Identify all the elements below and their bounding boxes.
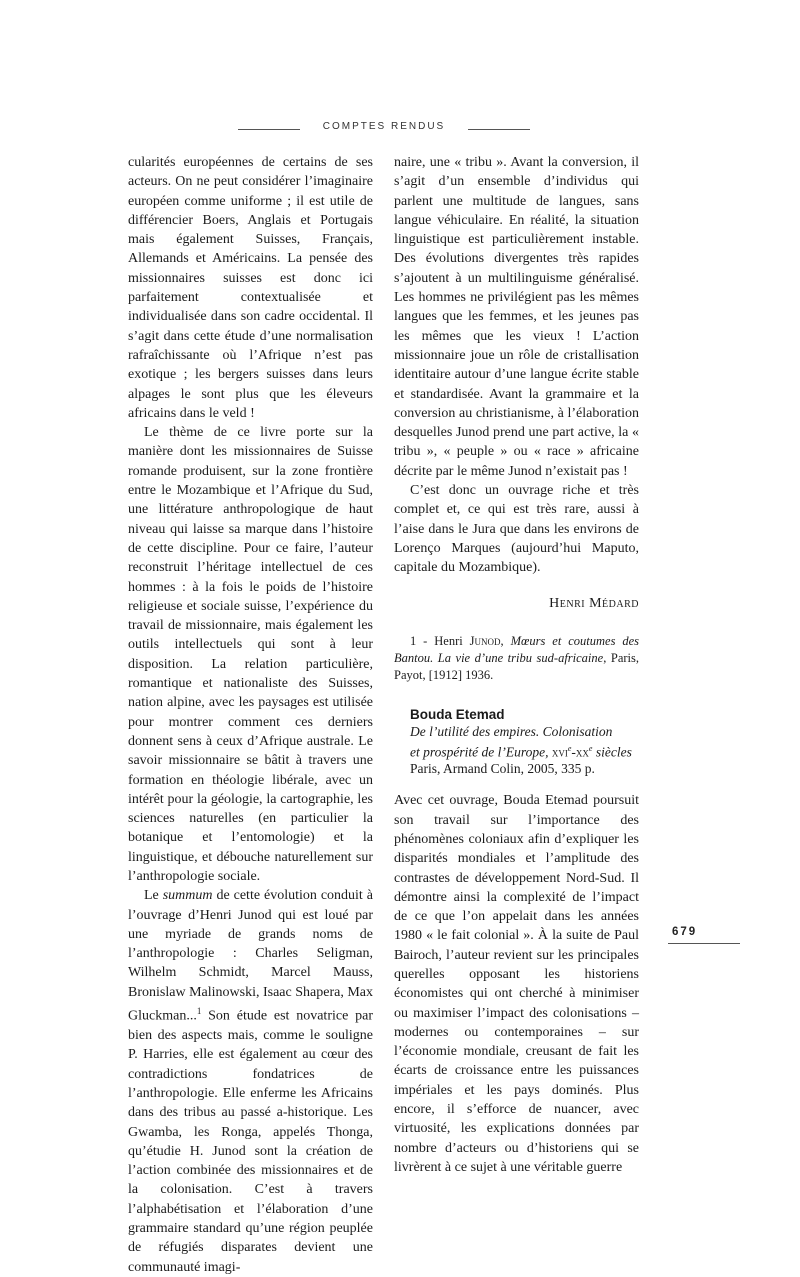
century-sup: e (588, 743, 593, 753)
text-run: 1 - Henri (410, 633, 470, 648)
book-author: Bouda Etemad (410, 706, 505, 722)
text-run: Le (144, 888, 163, 904)
italic-term: summum (162, 888, 213, 904)
page-number-rule (668, 943, 740, 944)
text-run: de cette évolution conduit à l’ouvrage d’Henri Junod qui est loué par une myriade de grands noms de l’anthropologie : Charles Seligman, Wilhelm Schmidt, Marcel Mauss, Bronislaw Malinowski, Isaac Shapera, Max Gluckman... (128, 888, 373, 1024)
paragraph: Le thème de ce livre porte sur la manière dont les missionnaires de Suisse romande produisent, sur la zone frontière entre le Mozambique et l’Afrique du Sud, une littérature anthropologique de haut niveau qui laisse sa marque dans l’histoire de cette discipline. Pour ce faire, l’auteur reconstruit l’héritage intellectuel de ces hommes : à la fois le poids de l’histoire religieuse et sociale suisse, l’expérience du travail de missionnaire, mais également les outils intellectuels qui sont à leur disposition. La relation particulière, romantique et nationaliste des Suisses, nation alpine, avec les paysages est utilisée pour montrer comment ces derniers donnent sens à ceux d’Afrique australe. Le savoir missionnaire se bâtit à travers une formation en théologie libérale, avec un intérêt pour la géologie, la cartographie, les sciences naturelles (en particulier la botanique et l’entomologie) et la linguistique, et débouche naturellement sur l’anthropologie sociale. (128, 425, 373, 884)
footnote-ref[interactable]: 1 (196, 1006, 202, 1017)
left-column (128, 153, 373, 1277)
review-signature: Henri Médard (549, 595, 639, 611)
book-publisher: Paris, Armand Colin, 2005, 335 p. (410, 761, 595, 777)
right-column (394, 153, 639, 1177)
paragraph: Avec cet ouvrage, Bouda Etemad poursuit son travail sur l’importance des phénomènes coloniaux afin d’expliquer les disparités mondiales et l’amplitude des contrastes de développement Nord-Sud. Il démontre ainsi la complexité de l’impact de ce que l’on appelait dans les années 1980 « le fait colonial ». À la suite de Paul Bairoch, l’auteur revient sur les principales querelles opposant les historiens économistes qui ont cherché à minimiser ou maximiser l’impact des colonisations – modernes ou contemporaines – sur l’économie mondiale, creusant de fait les écarts de croissance entre les puissances impériales et les pays dominés. Plus encore, il s’efforce de nuancer, avec virtuosité, les explications données par nombre d’acteurs ou d’historiens qui se livrèrent à ce sujet à une véritable guerre (394, 793, 639, 1175)
book-title: Mœurs et coutumes des Bantou. La vie d’une tribu sud-africaine (394, 633, 640, 665)
page-number: 679 (672, 926, 698, 938)
paragraph: C’est donc un ouvrage riche et très complet et, ce qui est très rare, aussi à l’aise dans le Jura que dans les environs de Lorenço Marques (aujourd’hui Maputo, capitale du Mozambique). (394, 483, 639, 576)
paragraph: cularités européennes de certains de ses acteurs. On ne peut considérer l’imaginaire européen comme uniforme ; il est utile de différencier Boers, Anglais et Portugais mais également Suisses, Français, Allemands et Américains. La pensée des missionnaires suisses est donc ici parfaitement contextualisée et individualisée dans son cadre occidental. Il s’agit dans cette étude d’une normalisation rafraîchissante où l’Afrique n’est pas exotique ; les bergers suisses dans leurs alpages le sont plus que les éleveurs africains dans le veld ! (128, 155, 373, 421)
century: xx (575, 744, 589, 760)
paragraph (128, 886, 373, 1277)
footnote (394, 633, 639, 684)
century: xvi (551, 744, 568, 760)
text-run: et prospérité de l’Europe, (410, 744, 552, 760)
header-rule-right (468, 129, 530, 130)
header-rule-left (238, 129, 300, 130)
paragraph: naire, une « tribu ». Avant la conversion, il s’agit d’un ensemble d’individus qui parlent une multitude de langues, sans langue véhiculaire. En réalité, la situation linguistique est particulièrement instable. Des évolutions divergentes très rapides s’ajoutent à un multilinguisme généralisé. Les hommes ne privilégient pas les mêmes langues que les femmes, et les jeunes pas les mêmes que les vieux ! L’action missionnaire joue un rôle de cristallisation identitaire autour d’une langue écrite stable et standardisée. Avant la grammaire et la conversion au christianisme, à l’élaboration desquelles Junod prend une part active, la « tribu », « peuple » ou « race » africaine décrite par le même Junod n’existait pas ! (394, 155, 639, 479)
book-title-line1: De l’utilité des empires. Colonisation (410, 723, 613, 739)
book-title-line2 (410, 740, 639, 761)
text-run: , (500, 633, 511, 648)
author-name: Junod (469, 633, 501, 648)
text-run: siècles (592, 744, 632, 760)
text-run: Son étude est novatrice par bien des aspects mais, comme le souligne P. Harries, elle est également au cœur des contradictions fondatrices de l’anthropologie. Elle enferme les Africains dans des tribus au passé a-historique. Les Gwamba, les Ronga, appelés Thonga, qu’étudie H. Junod sont la création de l’action combinée des missionnaires et de la colonisation. C’est à travers l’alphabétisation et l’élaboration d’une grammaire standard qu’une région peuplée de réfugiés disparates devient une communauté imagi- (128, 1008, 373, 1275)
book-reference (410, 706, 639, 778)
text-run: - (571, 744, 576, 760)
text-run: , Paris, Payot, [1912] 1936. (394, 650, 640, 682)
running-head: COMPTES RENDUS (322, 121, 446, 132)
century-sup: e (567, 743, 572, 753)
